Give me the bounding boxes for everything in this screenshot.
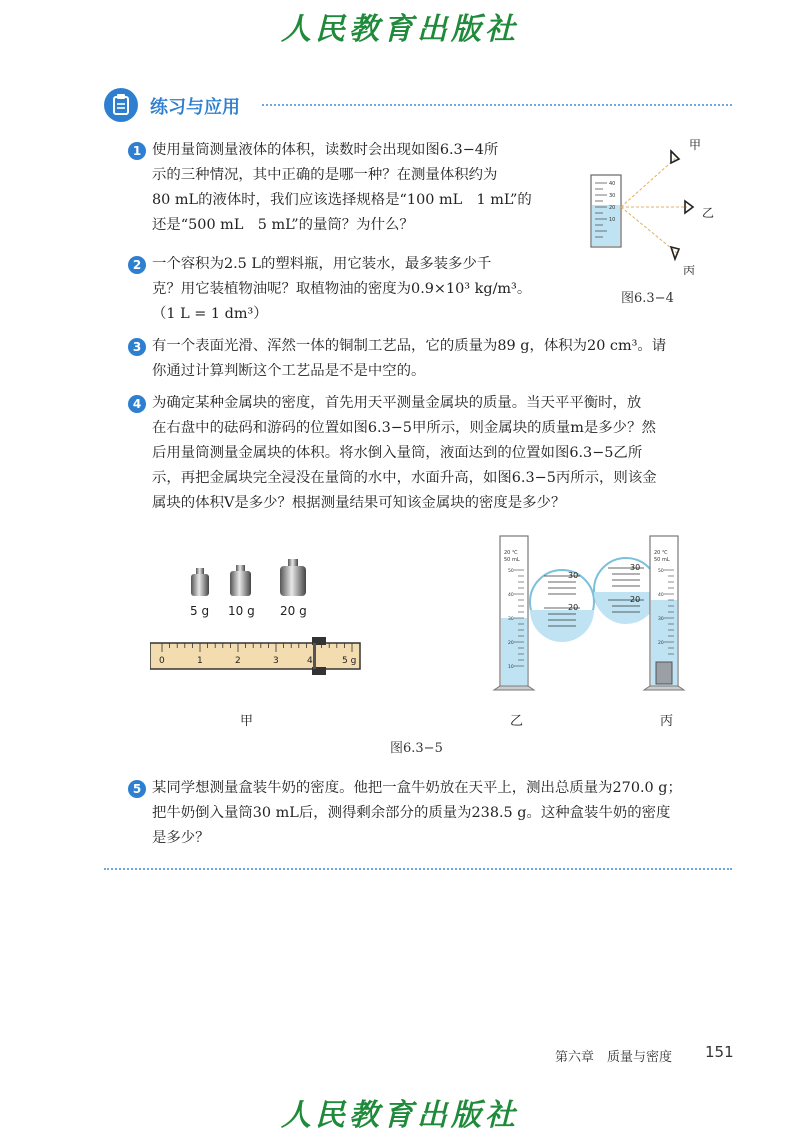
- weight-label: 5 g: [190, 604, 210, 618]
- section-divider-bottom: [104, 868, 732, 870]
- fig634-scale-label: 30: [609, 193, 616, 199]
- zoom-circle-yi: [530, 570, 594, 642]
- question-5-text: [152, 776, 747, 851]
- q5-line: 是多少？: [152, 830, 210, 846]
- question-number-2: 2: [128, 256, 146, 274]
- fig634-scale-label: 20: [609, 205, 616, 211]
- question-4-text: [152, 391, 742, 516]
- eye-icon: [671, 151, 693, 259]
- ruler-tick-label: 1: [197, 656, 203, 666]
- publisher-logo-bottom: 人民教育出版社: [281, 1098, 519, 1133]
- question-number-1: 1: [128, 142, 146, 160]
- q1-line: 示的三种情况，其中正确的是哪一种？在测量体积约为: [152, 167, 498, 183]
- weight-5g: [191, 568, 209, 596]
- question-2-text: [152, 252, 592, 327]
- cylinder-scale-label: 30: [508, 617, 514, 622]
- cylinder-scale-label: 50: [508, 569, 514, 574]
- weight-20g: [280, 559, 306, 596]
- fig635-label-bing: 丙: [660, 714, 674, 729]
- fig634-scale-label: 40: [609, 181, 616, 187]
- q4-line: 在右盘中的砝码和游码的位置如图6.3−5甲所示，则金属块的质量m是多少？然: [152, 420, 656, 436]
- cylinder-scale-label: 50: [658, 569, 664, 574]
- question-number-4: 4: [128, 395, 146, 413]
- q4-line: 为确定某种金属块的密度，首先用天平测量金属块的质量。当天平平衡时，放: [152, 395, 642, 411]
- fig634-label-jia: 甲: [689, 138, 702, 152]
- cylinder-scale-label: 40: [508, 593, 514, 598]
- zoom-scale-label: 20: [568, 603, 579, 612]
- metal-block: [656, 662, 672, 684]
- cylinder-spec: 50 mL: [654, 557, 670, 563]
- figure-6-3-5-cylinders: [490, 530, 695, 700]
- q3-line: 你通过计算判断这个工艺品是不是中空的。: [152, 363, 426, 379]
- ruler-tick-label: 0: [159, 656, 165, 666]
- q4-line: 示，再把金属块完全浸没在量筒的水中，水面升高，如图6.3−5丙所示，则该金: [152, 470, 657, 486]
- zoom-scale-label: 30: [630, 563, 641, 572]
- q5-line: 把牛奶倒入量筒30 mL后，测得剩余部分的质量为238.5 g。这种盒装牛奶的密度: [152, 805, 671, 821]
- fig634-label-yi: 乙: [702, 206, 715, 220]
- page-number: 151: [705, 1043, 734, 1061]
- ruler-tick-label: 4: [307, 656, 313, 666]
- chapter-title: 第六章 质量与密度: [555, 1050, 673, 1065]
- section-title: 练习与应用: [150, 97, 240, 118]
- weight-label: 20 g: [280, 604, 307, 618]
- cylinder-spec: 20 ℃: [504, 550, 518, 556]
- zoom-scale-label: 20: [630, 595, 641, 604]
- figure-6-3-4-caption: 图6.3−4: [621, 291, 674, 306]
- section-divider-top: [262, 104, 732, 106]
- q4-line: 属块的体积V是多少？根据测量结果可知该金属块的密度是多少？: [152, 495, 566, 511]
- q5-line: 某同学想测量盒装牛奶的密度。他把一盒牛奶放在天平上，测出总质量为270.0 g；: [152, 780, 682, 796]
- cylinder-spec: 50 mL: [504, 557, 520, 563]
- weight-10g: [230, 565, 251, 596]
- zoom-circle-bing: [594, 558, 658, 624]
- clipboard-icon: [104, 88, 138, 122]
- question-number-3: 3: [128, 338, 146, 356]
- question-3-text: [152, 334, 742, 384]
- q1-line: 使用量筒测量液体的体积，读数时会出现如图6.3−4所: [152, 142, 499, 158]
- publisher-logo-top: 人民教育出版社: [281, 12, 519, 47]
- fig635-label-jia: 甲: [240, 714, 254, 729]
- fig635-label-yi: 乙: [510, 714, 524, 729]
- figure-6-3-4: [585, 135, 735, 275]
- q2-line: 克？用它装植物油呢？取植物油的密度为0.9×10³ kg/m³。: [152, 281, 532, 297]
- cylinder-scale-label: 20: [658, 641, 664, 646]
- cylinder-bing: [644, 536, 684, 690]
- question-1-text: [152, 138, 582, 238]
- ruler-tick-label: 3: [273, 656, 279, 666]
- figure-6-3-5-jia: [150, 555, 370, 685]
- fig634-scale-label: 10: [609, 217, 616, 223]
- cylinder-scale-label: 10: [508, 665, 514, 670]
- q1-line: 还是“500 mL 5 mL”的量筒？为什么？: [152, 217, 414, 233]
- ruler-tick-label: 5 g: [342, 656, 357, 666]
- q3-line: 有一个表面光滑、浑然一体的铜制工艺品，它的质量为89 g，体积为20 cm³。请: [152, 338, 667, 354]
- figure-6-3-5-caption: 图6.3−5: [390, 741, 443, 756]
- cylinder-spec: 20 ℃: [654, 550, 668, 556]
- zoom-scale-label: 30: [568, 571, 579, 580]
- question-number-5: 5: [128, 780, 146, 798]
- cylinder-scale-label: 40: [658, 593, 664, 598]
- q2-line: 一个容积为2.5 L的塑料瓶，用它装水，最多装多少千: [152, 256, 492, 272]
- cylinder-scale-label: 20: [508, 641, 514, 646]
- ruler-tick-label: 2: [235, 656, 241, 666]
- q2-line: （1 L = 1 dm³）: [152, 306, 268, 322]
- cylinder-scale-label: 30: [658, 617, 664, 622]
- q1-line: 80 mL的液体时，我们应该选择规格是“100 mL 1 mL”的: [152, 192, 532, 208]
- fig634-label-bing: 丙: [683, 264, 696, 275]
- cylinder-yi: [494, 536, 534, 690]
- weight-label: 10 g: [228, 604, 255, 618]
- q4-line: 后用量筒测量金属块的体积。将水倒入量筒，液面达到的位置如图6.3−5乙所: [152, 445, 643, 461]
